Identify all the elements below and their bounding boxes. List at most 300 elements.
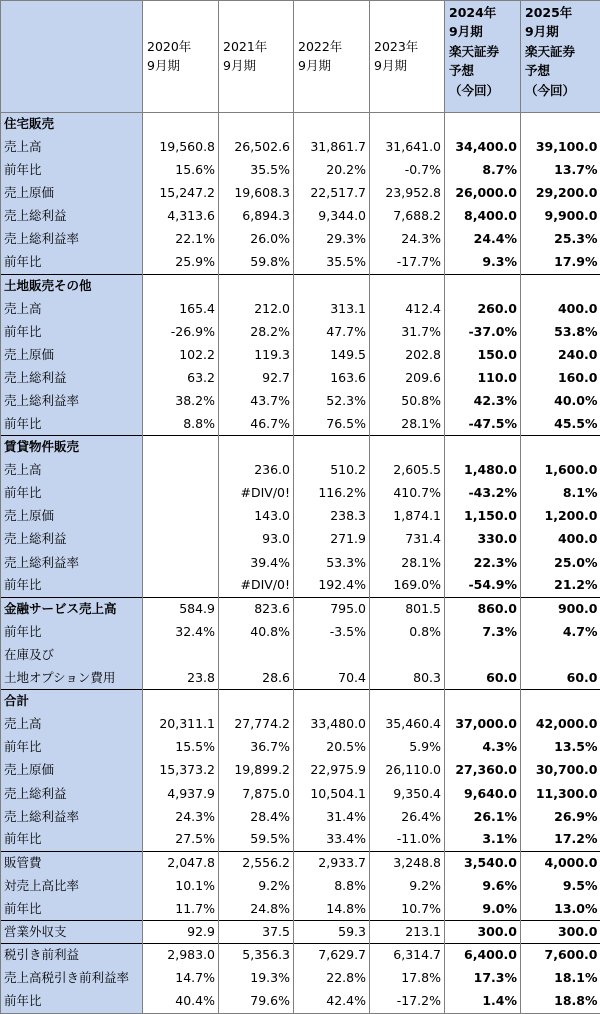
value-cell-fy2023: 169.0%: [370, 574, 445, 597]
value-cell-fy2020: 27.5%: [143, 828, 219, 851]
value-cell-fy2021: 6,894.3: [219, 205, 294, 228]
value-cell-fy2020: 15.5%: [143, 736, 219, 759]
value-cell-fy2023: 202.8: [370, 343, 445, 366]
value-cell-fy2025: 8.1%: [521, 482, 600, 505]
value-cell-fy2022: [294, 113, 370, 136]
value-cell-fy2025: 900.0: [521, 597, 600, 620]
row-label: 前年比: [1, 574, 143, 597]
value-cell-fy2020: [143, 436, 219, 459]
value-cell-fy2023: 731.4: [370, 528, 445, 551]
value-cell-fy2025: 45.5%: [521, 413, 600, 436]
value-cell-fy2025: 29,200.0: [521, 182, 600, 205]
value-cell-fy2021: 28.2%: [219, 320, 294, 343]
row-label: 売上原価: [1, 182, 143, 205]
table-row: [1, 528, 600, 551]
value-cell-fy2025: 39,100.0: [521, 136, 600, 159]
table-row: [1, 320, 600, 343]
header-fy2020: 2020年 9月期: [143, 1, 219, 113]
table-row: [1, 459, 600, 482]
value-cell-fy2020: 92.9: [143, 921, 219, 944]
row-label: 前年比: [1, 990, 143, 1013]
value-cell-fy2020: [143, 644, 219, 667]
value-cell-fy2021: 26,502.6: [219, 136, 294, 159]
value-cell-fy2025: 4.7%: [521, 621, 600, 644]
table-row: [1, 505, 600, 528]
section-header-row: [1, 597, 600, 620]
table-row: [1, 713, 600, 736]
value-cell-fy2020: 15,373.2: [143, 759, 219, 782]
value-cell-fy2023: [370, 113, 445, 136]
section-header-row: [1, 113, 600, 136]
value-cell-fy2024: 9,640.0: [445, 782, 521, 805]
row-label: 売上原価: [1, 759, 143, 782]
value-cell-fy2022: 163.6: [294, 367, 370, 390]
value-cell-fy2025: 26.9%: [521, 805, 600, 828]
value-cell-fy2020: 24.3%: [143, 805, 219, 828]
table-row: [1, 367, 600, 390]
value-cell-fy2021: 24.8%: [219, 898, 294, 921]
value-cell-fy2025: 18.1%: [521, 967, 600, 990]
value-cell-fy2023: 28.1%: [370, 413, 445, 436]
table-row: [1, 921, 600, 944]
value-cell-fy2024: -47.5%: [445, 413, 521, 436]
value-cell-fy2021: #DIV/0!: [219, 574, 294, 597]
value-cell-fy2021: [219, 644, 294, 667]
value-cell-fy2023: 3,248.8: [370, 852, 445, 875]
value-cell-fy2025: 13.5%: [521, 736, 600, 759]
table-row: [1, 782, 600, 805]
value-cell-fy2020: [143, 113, 219, 136]
value-cell-fy2021: 79.6%: [219, 990, 294, 1013]
value-cell-fy2020: 2,983.0: [143, 944, 219, 967]
value-cell-fy2025: 17.9%: [521, 251, 600, 274]
value-cell-fy2020: 584.9: [143, 597, 219, 620]
value-cell-fy2024: 17.3%: [445, 967, 521, 990]
value-cell-fy2020: 4,313.6: [143, 205, 219, 228]
table-row: [1, 159, 600, 182]
value-cell-fy2023: 801.5: [370, 597, 445, 620]
row-label: 売上総利益: [1, 528, 143, 551]
value-cell-fy2025: [521, 274, 600, 297]
value-cell-fy2021: 39.4%: [219, 551, 294, 574]
row-label: 営業外収支: [1, 921, 143, 944]
value-cell-fy2022: 8.8%: [294, 875, 370, 898]
row-label: 売上高: [1, 713, 143, 736]
value-cell-fy2023: 410.7%: [370, 482, 445, 505]
value-cell-fy2024: 27,360.0: [445, 759, 521, 782]
value-cell-fy2022: 33.4%: [294, 828, 370, 851]
value-cell-fy2024: [445, 690, 521, 713]
table-row: [1, 852, 600, 875]
header-corner-cell: [1, 1, 143, 113]
row-label: 税引き前利益: [1, 944, 143, 967]
table-row: [1, 736, 600, 759]
value-cell-fy2021: 35.5%: [219, 159, 294, 182]
value-cell-fy2025: 60.0: [521, 667, 600, 690]
value-cell-fy2022: 35.5%: [294, 251, 370, 274]
value-cell-fy2022: 22.8%: [294, 967, 370, 990]
value-cell-fy2022: 59.3: [294, 921, 370, 944]
value-cell-fy2022: 20.2%: [294, 159, 370, 182]
value-cell-fy2021: 7,875.0: [219, 782, 294, 805]
value-cell-fy2023: -17.7%: [370, 251, 445, 274]
value-cell-fy2021: 2,556.2: [219, 852, 294, 875]
table-row: [1, 182, 600, 205]
table-body: [1, 1, 600, 1014]
row-label: 金融サービス売上高: [1, 597, 143, 620]
value-cell-fy2024: -43.2%: [445, 482, 521, 505]
table-row: [1, 944, 600, 967]
value-cell-fy2022: 42.4%: [294, 990, 370, 1013]
value-cell-fy2021: 236.0: [219, 459, 294, 482]
value-cell-fy2022: 116.2%: [294, 482, 370, 505]
value-cell-fy2022: 7,629.7: [294, 944, 370, 967]
value-cell-fy2023: -17.2%: [370, 990, 445, 1013]
value-cell-fy2025: 160.0: [521, 367, 600, 390]
value-cell-fy2020: 32.4%: [143, 621, 219, 644]
value-cell-fy2024: -54.9%: [445, 574, 521, 597]
value-cell-fy2024: 260.0: [445, 297, 521, 320]
value-cell-fy2024: 8,400.0: [445, 205, 521, 228]
value-cell-fy2023: [370, 690, 445, 713]
row-label: 売上高税引き前利益率: [1, 967, 143, 990]
value-cell-fy2021: 5,356.3: [219, 944, 294, 967]
value-cell-fy2021: [219, 436, 294, 459]
value-cell-fy2025: 25.0%: [521, 551, 600, 574]
value-cell-fy2024: 60.0: [445, 667, 521, 690]
value-cell-fy2023: [370, 436, 445, 459]
header-fy2025-forecast: 2025年 9月期 楽天証券 予想 （今回）: [521, 1, 600, 113]
value-cell-fy2020: 25.9%: [143, 251, 219, 274]
value-cell-fy2021: 19,899.2: [219, 759, 294, 782]
value-cell-fy2022: 313.1: [294, 297, 370, 320]
value-cell-fy2025: 13.7%: [521, 159, 600, 182]
value-cell-fy2023: 28.1%: [370, 551, 445, 574]
row-label: 売上総利益率: [1, 390, 143, 413]
value-cell-fy2021: 59.5%: [219, 828, 294, 851]
value-cell-fy2024: [445, 113, 521, 136]
value-cell-fy2020: [143, 528, 219, 551]
value-cell-fy2024: 22.3%: [445, 551, 521, 574]
value-cell-fy2025: 1,600.0: [521, 459, 600, 482]
value-cell-fy2022: 53.3%: [294, 551, 370, 574]
value-cell-fy2021: [219, 274, 294, 297]
value-cell-fy2022: -3.5%: [294, 621, 370, 644]
value-cell-fy2022: 9,344.0: [294, 205, 370, 228]
row-label: 前年比: [1, 828, 143, 851]
value-cell-fy2025: 400.0: [521, 528, 600, 551]
value-cell-fy2024: [445, 436, 521, 459]
value-cell-fy2021: [219, 113, 294, 136]
value-cell-fy2025: 240.0: [521, 343, 600, 366]
table-row: [1, 343, 600, 366]
row-label: 賃貸物件販売: [1, 436, 143, 459]
value-cell-fy2024: 1,150.0: [445, 505, 521, 528]
value-cell-fy2024: 330.0: [445, 528, 521, 551]
value-cell-fy2025: 25.3%: [521, 228, 600, 251]
value-cell-fy2025: [521, 690, 600, 713]
value-cell-fy2025: [521, 644, 600, 667]
value-cell-fy2021: 46.7%: [219, 413, 294, 436]
value-cell-fy2021: 93.0: [219, 528, 294, 551]
value-cell-fy2021: 40.8%: [219, 621, 294, 644]
value-cell-fy2020: [143, 505, 219, 528]
value-cell-fy2021: 36.7%: [219, 736, 294, 759]
value-cell-fy2024: 9.3%: [445, 251, 521, 274]
value-cell-fy2024: 42.3%: [445, 390, 521, 413]
value-cell-fy2024: 3,540.0: [445, 852, 521, 875]
table-row: [1, 205, 600, 228]
header-fy2021: 2021年 9月期: [219, 1, 294, 113]
value-cell-fy2022: 70.4: [294, 667, 370, 690]
value-cell-fy2024: 26.1%: [445, 805, 521, 828]
value-cell-fy2022: 76.5%: [294, 413, 370, 436]
table-row: [1, 805, 600, 828]
value-cell-fy2022: 47.7%: [294, 320, 370, 343]
table-row: [1, 644, 600, 667]
header-row: [1, 1, 600, 113]
value-cell-fy2023: 31.7%: [370, 320, 445, 343]
value-cell-fy2024: 26,000.0: [445, 182, 521, 205]
table-row: [1, 828, 600, 851]
value-cell-fy2021: 27,774.2: [219, 713, 294, 736]
row-label: 土地オプション費用: [1, 667, 143, 690]
value-cell-fy2024: 1,480.0: [445, 459, 521, 482]
value-cell-fy2023: 7,688.2: [370, 205, 445, 228]
header-fy2024-forecast: 2024年 9月期 楽天証券 予想 （今回）: [445, 1, 521, 113]
value-cell-fy2024: [445, 644, 521, 667]
value-cell-fy2020: [143, 551, 219, 574]
value-cell-fy2024: 37,000.0: [445, 713, 521, 736]
value-cell-fy2023: 26.4%: [370, 805, 445, 828]
value-cell-fy2023: 6,314.7: [370, 944, 445, 967]
value-cell-fy2023: -0.7%: [370, 159, 445, 182]
value-cell-fy2025: [521, 436, 600, 459]
row-label: 売上原価: [1, 343, 143, 366]
value-cell-fy2023: -11.0%: [370, 828, 445, 851]
table-row: [1, 967, 600, 990]
value-cell-fy2021: 823.6: [219, 597, 294, 620]
row-label: 前年比: [1, 621, 143, 644]
row-label: 売上高: [1, 297, 143, 320]
value-cell-fy2020: 23.8: [143, 667, 219, 690]
table-row: [1, 413, 600, 436]
value-cell-fy2020: [143, 459, 219, 482]
value-cell-fy2025: 9,900.0: [521, 205, 600, 228]
value-cell-fy2025: 300.0: [521, 921, 600, 944]
value-cell-fy2022: 271.9: [294, 528, 370, 551]
table-row: [1, 990, 600, 1013]
value-cell-fy2021: 28.4%: [219, 805, 294, 828]
value-cell-fy2022: 10,504.1: [294, 782, 370, 805]
value-cell-fy2022: [294, 644, 370, 667]
value-cell-fy2022: 22,517.7: [294, 182, 370, 205]
value-cell-fy2023: 50.8%: [370, 390, 445, 413]
value-cell-fy2022: 14.8%: [294, 898, 370, 921]
value-cell-fy2021: 59.8%: [219, 251, 294, 274]
value-cell-fy2020: [143, 274, 219, 297]
value-cell-fy2023: 80.3: [370, 667, 445, 690]
table-row: [1, 482, 600, 505]
value-cell-fy2024: 8.7%: [445, 159, 521, 182]
value-cell-fy2021: 43.7%: [219, 390, 294, 413]
value-cell-fy2023: 10.7%: [370, 898, 445, 921]
value-cell-fy2025: 40.0%: [521, 390, 600, 413]
row-label: 前年比: [1, 736, 143, 759]
table-row: [1, 898, 600, 921]
value-cell-fy2025: [521, 113, 600, 136]
row-label: 住宅販売: [1, 113, 143, 136]
value-cell-fy2020: 15,247.2: [143, 182, 219, 205]
row-label: 土地販売その他: [1, 274, 143, 297]
value-cell-fy2024: 7.3%: [445, 621, 521, 644]
value-cell-fy2024: 9.6%: [445, 875, 521, 898]
value-cell-fy2024: 34,400.0: [445, 136, 521, 159]
table-row: [1, 574, 600, 597]
value-cell-fy2021: 26.0%: [219, 228, 294, 251]
value-cell-fy2023: 412.4: [370, 297, 445, 320]
value-cell-fy2023: 35,460.4: [370, 713, 445, 736]
value-cell-fy2020: 11.7%: [143, 898, 219, 921]
value-cell-fy2025: 9.5%: [521, 875, 600, 898]
value-cell-fy2021: 143.0: [219, 505, 294, 528]
section-header-row: [1, 274, 600, 297]
value-cell-fy2022: 31,861.7: [294, 136, 370, 159]
value-cell-fy2023: 5.9%: [370, 736, 445, 759]
value-cell-fy2023: 213.1: [370, 921, 445, 944]
row-label: 売上高: [1, 459, 143, 482]
table-row: [1, 228, 600, 251]
value-cell-fy2025: 7,600.0: [521, 944, 600, 967]
row-label: 前年比: [1, 482, 143, 505]
section-header-row: [1, 690, 600, 713]
header-fy2023: 2023年 9月期: [370, 1, 445, 113]
value-cell-fy2025: 42,000.0: [521, 713, 600, 736]
row-label: 前年比: [1, 413, 143, 436]
value-cell-fy2023: 1,874.1: [370, 505, 445, 528]
row-label: 前年比: [1, 251, 143, 274]
value-cell-fy2022: 33,480.0: [294, 713, 370, 736]
row-label: 売上高: [1, 136, 143, 159]
value-cell-fy2020: 38.2%: [143, 390, 219, 413]
value-cell-fy2020: 10.1%: [143, 875, 219, 898]
value-cell-fy2024: 3.1%: [445, 828, 521, 851]
value-cell-fy2022: 795.0: [294, 597, 370, 620]
row-label: 在庫及び: [1, 644, 143, 667]
value-cell-fy2020: -26.9%: [143, 320, 219, 343]
value-cell-fy2025: 13.0%: [521, 898, 600, 921]
value-cell-fy2020: 14.7%: [143, 967, 219, 990]
value-cell-fy2023: 0.8%: [370, 621, 445, 644]
table-row: [1, 621, 600, 644]
section-header-row: [1, 436, 600, 459]
value-cell-fy2021: 37.5: [219, 921, 294, 944]
table-row: [1, 136, 600, 159]
row-label: 前年比: [1, 898, 143, 921]
value-cell-fy2025: 17.2%: [521, 828, 600, 851]
row-label: 売上総利益率: [1, 228, 143, 251]
row-label: 売上総利益: [1, 367, 143, 390]
value-cell-fy2021: 19,608.3: [219, 182, 294, 205]
value-cell-fy2022: 31.4%: [294, 805, 370, 828]
value-cell-fy2023: [370, 274, 445, 297]
value-cell-fy2021: 19.3%: [219, 967, 294, 990]
value-cell-fy2020: 102.2: [143, 343, 219, 366]
row-label: 売上総利益: [1, 782, 143, 805]
value-cell-fy2024: 24.4%: [445, 228, 521, 251]
value-cell-fy2020: 15.6%: [143, 159, 219, 182]
value-cell-fy2021: #DIV/0!: [219, 482, 294, 505]
row-label: 前年比: [1, 159, 143, 182]
table-row: [1, 759, 600, 782]
row-label: 前年比: [1, 320, 143, 343]
row-label: 売上総利益率: [1, 551, 143, 574]
value-cell-fy2022: 192.4%: [294, 574, 370, 597]
value-cell-fy2023: 209.6: [370, 367, 445, 390]
value-cell-fy2024: 110.0: [445, 367, 521, 390]
value-cell-fy2023: 17.8%: [370, 967, 445, 990]
value-cell-fy2025: 53.8%: [521, 320, 600, 343]
value-cell-fy2025: 18.8%: [521, 990, 600, 1013]
value-cell-fy2022: 149.5: [294, 343, 370, 366]
value-cell-fy2020: [143, 574, 219, 597]
value-cell-fy2020: 2,047.8: [143, 852, 219, 875]
value-cell-fy2022: 510.2: [294, 459, 370, 482]
value-cell-fy2025: 11,300.0: [521, 782, 600, 805]
row-label: 合計: [1, 690, 143, 713]
value-cell-fy2025: 30,700.0: [521, 759, 600, 782]
table-row: [1, 875, 600, 898]
value-cell-fy2024: 1.4%: [445, 990, 521, 1013]
value-cell-fy2024: 9.0%: [445, 898, 521, 921]
value-cell-fy2023: 26,110.0: [370, 759, 445, 782]
value-cell-fy2023: 9,350.4: [370, 782, 445, 805]
value-cell-fy2023: 24.3%: [370, 228, 445, 251]
value-cell-fy2024: 860.0: [445, 597, 521, 620]
value-cell-fy2025: 1,200.0: [521, 505, 600, 528]
value-cell-fy2022: 2,933.7: [294, 852, 370, 875]
value-cell-fy2024: 300.0: [445, 921, 521, 944]
table-row: [1, 551, 600, 574]
value-cell-fy2022: 29.3%: [294, 228, 370, 251]
header-fy2022: 2022年 9月期: [294, 1, 370, 113]
value-cell-fy2022: 22,975.9: [294, 759, 370, 782]
value-cell-fy2022: [294, 690, 370, 713]
value-cell-fy2024: 150.0: [445, 343, 521, 366]
value-cell-fy2021: 212.0: [219, 297, 294, 320]
value-cell-fy2022: [294, 436, 370, 459]
value-cell-fy2020: 63.2: [143, 367, 219, 390]
value-cell-fy2021: 28.6: [219, 667, 294, 690]
value-cell-fy2020: [143, 482, 219, 505]
table-row: [1, 667, 600, 690]
value-cell-fy2021: 92.7: [219, 367, 294, 390]
value-cell-fy2020: 20,311.1: [143, 713, 219, 736]
value-cell-fy2025: 400.0: [521, 297, 600, 320]
row-label: 売上総利益率: [1, 805, 143, 828]
value-cell-fy2020: 40.4%: [143, 990, 219, 1013]
row-label: 販管費: [1, 852, 143, 875]
value-cell-fy2023: [370, 644, 445, 667]
value-cell-fy2020: 4,937.9: [143, 782, 219, 805]
value-cell-fy2024: 6,400.0: [445, 944, 521, 967]
table-row: [1, 297, 600, 320]
value-cell-fy2022: 52.3%: [294, 390, 370, 413]
value-cell-fy2020: 22.1%: [143, 228, 219, 251]
value-cell-fy2024: -37.0%: [445, 320, 521, 343]
value-cell-fy2021: 9.2%: [219, 875, 294, 898]
value-cell-fy2022: 238.3: [294, 505, 370, 528]
